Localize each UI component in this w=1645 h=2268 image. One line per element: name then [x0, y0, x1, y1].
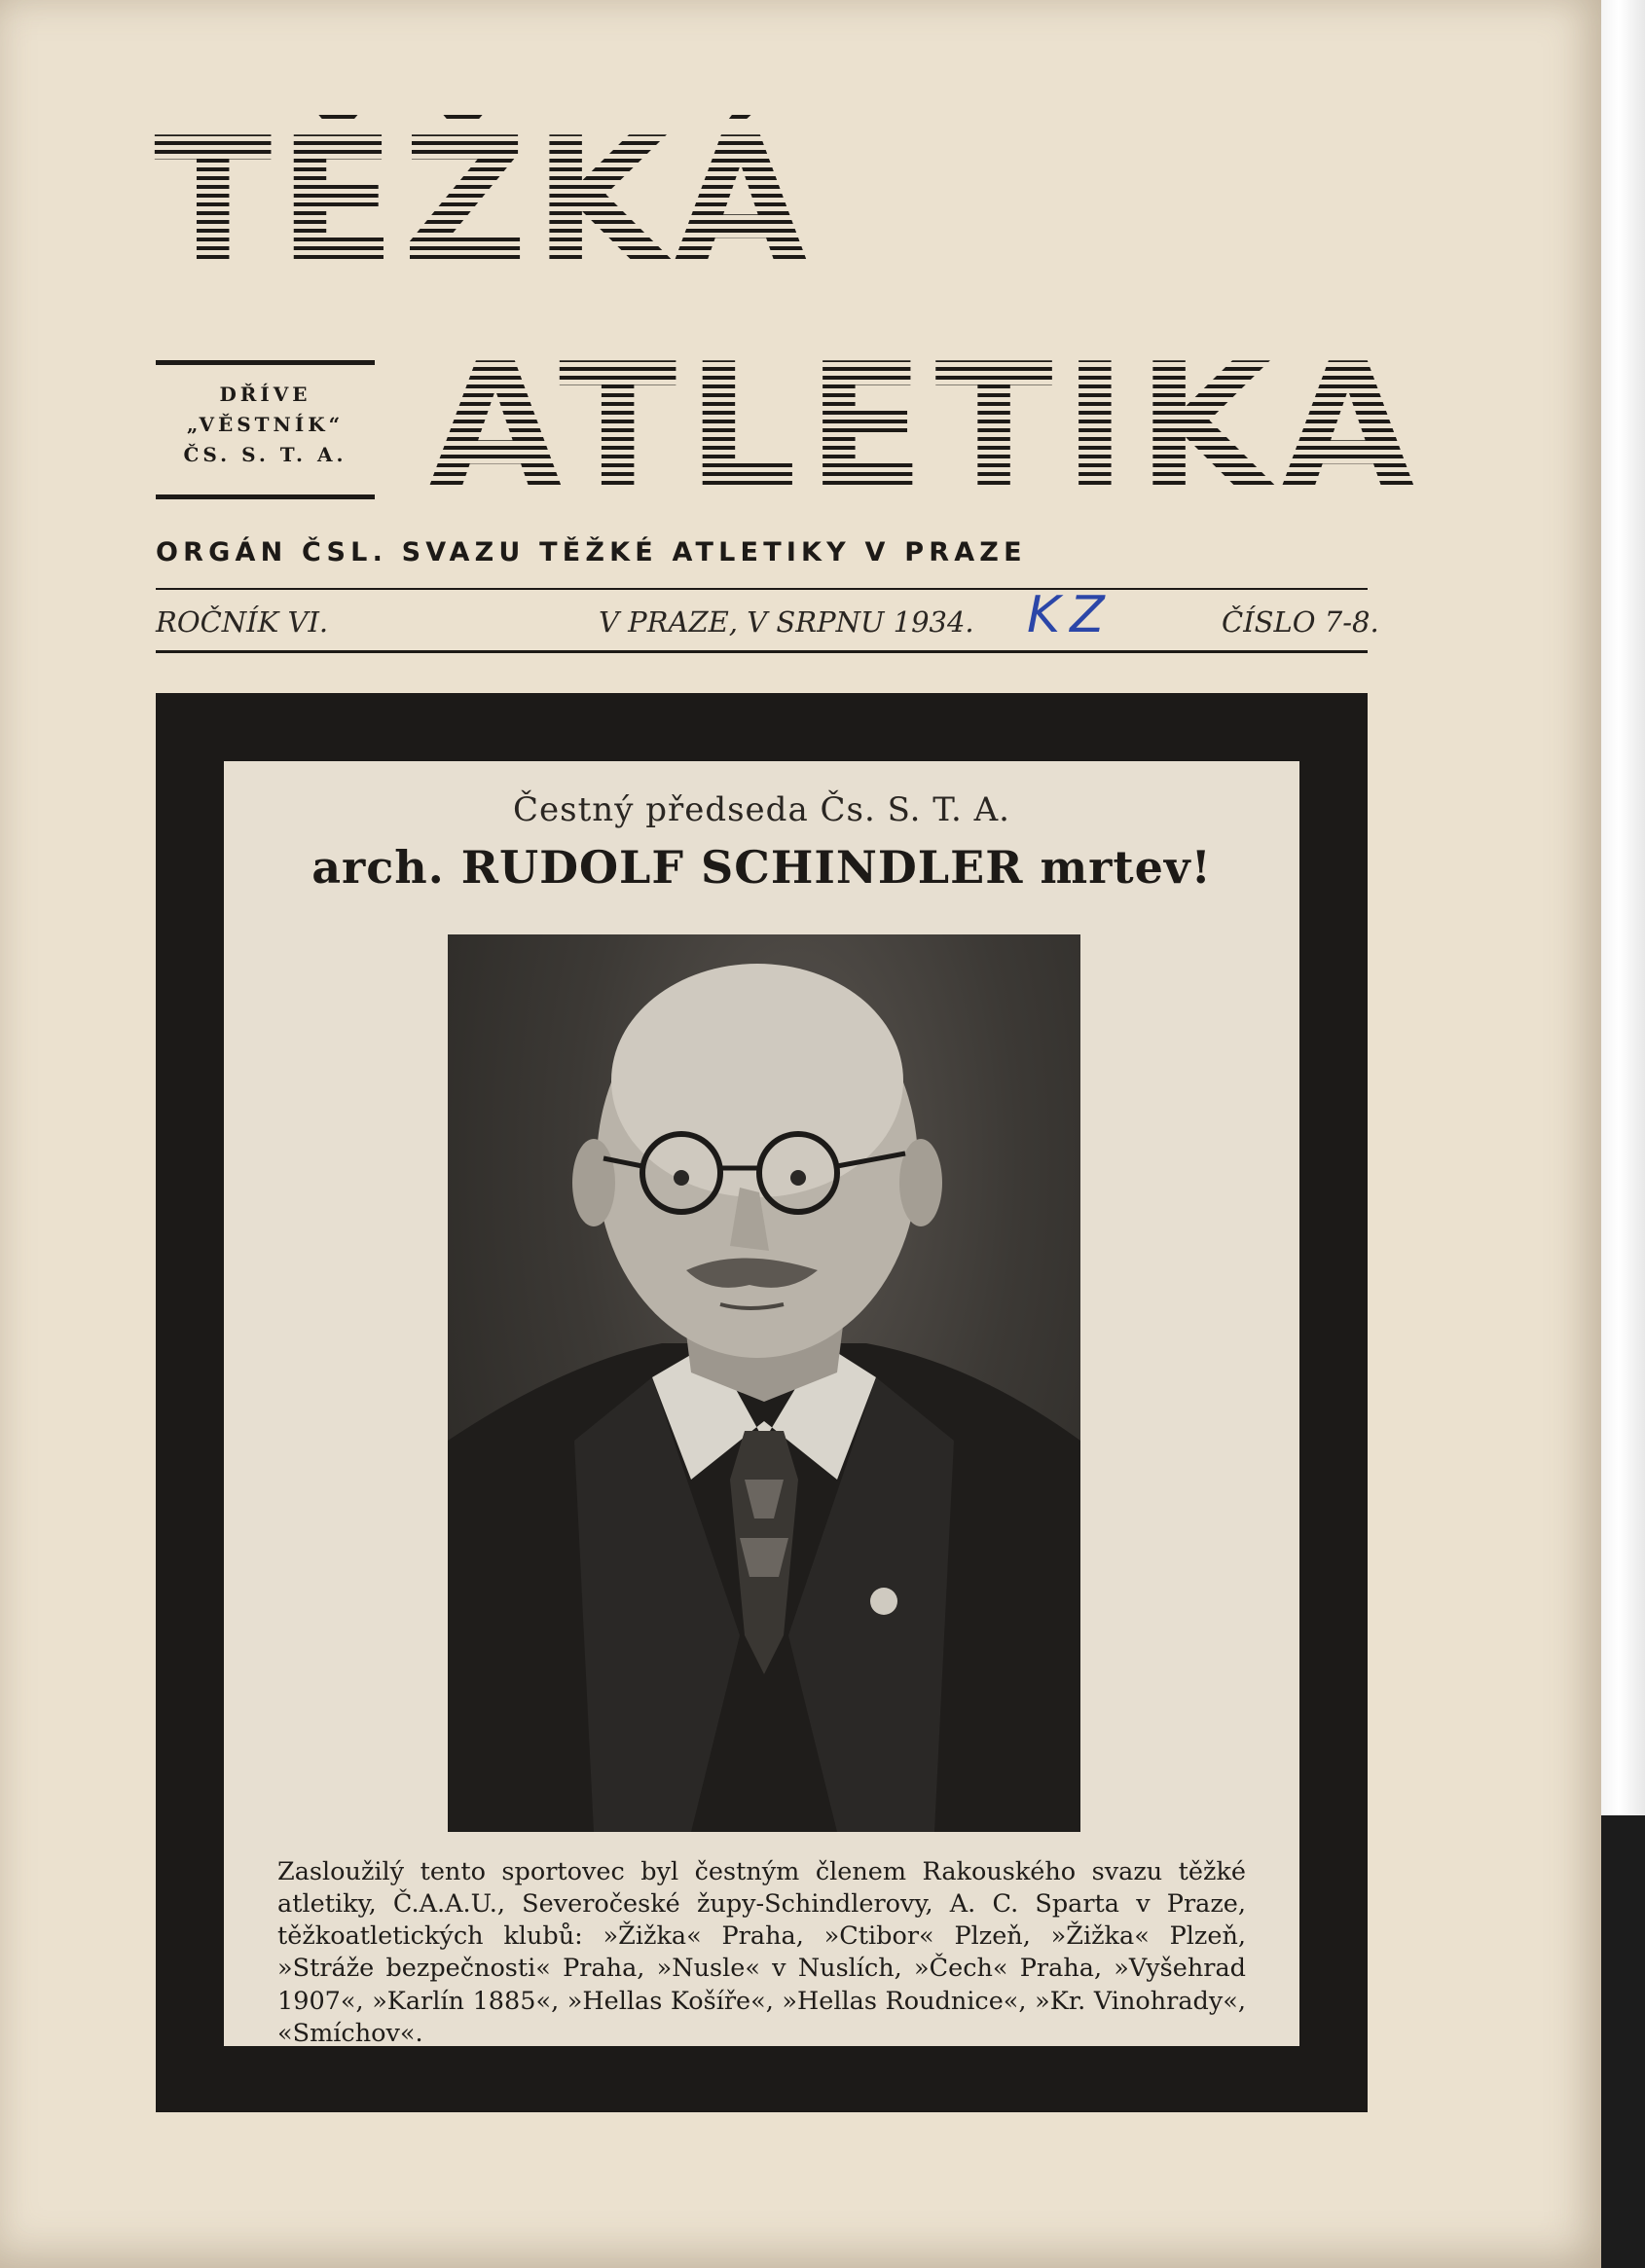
mourning-frame [156, 693, 1368, 2112]
formerly-line-3: ČS. S. T. A. [183, 443, 347, 466]
obituary-heading-large: arch. RUDOLF SCHINDLER mrtev! [311, 841, 1212, 894]
volume-label: ROČNÍK VI. [156, 605, 329, 639]
masthead-title-line-1: TĚŽKÁ [154, 100, 814, 302]
obituary-heading-small: Čestný předseda Čs. S. T. A. [513, 790, 1010, 829]
masthead-rule [156, 588, 1368, 590]
formerly-rule-top [156, 360, 375, 365]
formerly-rule-bottom [156, 494, 375, 499]
formerly-box [156, 380, 375, 470]
place-date-label: V PRAZE, V SRPNU 1934. [599, 605, 974, 639]
obituary-panel [224, 761, 1299, 2046]
portrait-illustration [448, 934, 1080, 1832]
handwritten-note: KZ [1027, 586, 1115, 644]
issue-number-label: ČÍSLO 7-8. [1222, 605, 1379, 639]
masthead-title-line-2: ATLETIKA [428, 326, 1425, 528]
masthead-subtitle: ORGÁN ČSL. SVAZU TĚŽKÉ ATLETIKY V PRAZE [156, 537, 1027, 567]
formerly-line-2: „VĚSTNÍK“ [186, 413, 345, 436]
formerly-line-1: DŘÍVE [219, 383, 311, 406]
scan-background [1601, 1815, 1645, 2268]
portrait-photo [448, 934, 1080, 1832]
issue-info-rule [156, 650, 1368, 653]
obituary-caption: Zasloužilý tento sportovec byl čestným členem Rakouského svazu těžké atletiky, Č.A.A.U., Severočeské župy-Schindlerovy, A. C. Sparta v Praze, těžkoatletických klubů: »Žižka« Praha, »Ctibor« Plzeň, »Žižka« Plzeň, »Stráže bezpečnosti« Praha, »Nusle« v Nuslích, »Čech« Praha, »Vyšehrad 1907«, »Karlín 1885«, »Hellas Košíře«, »Hellas Roudnice«, »Kr. Vinohrady«, «Smíchov«. [277, 1857, 1246, 2048]
